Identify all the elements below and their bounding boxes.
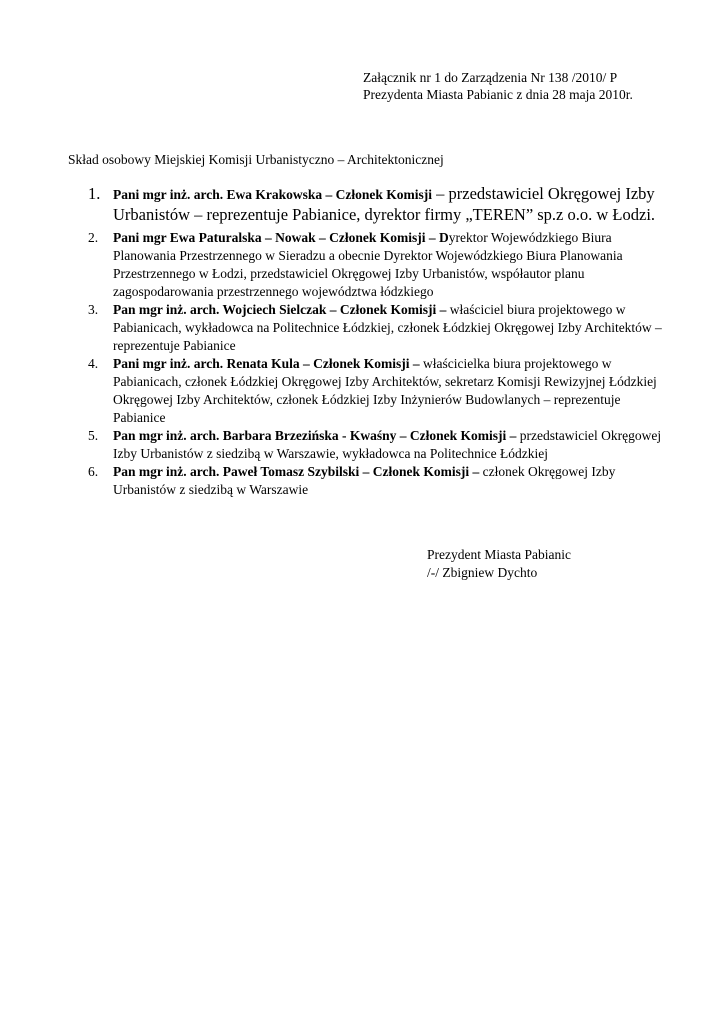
header-line-1: Załącznik nr 1 do Zarządzenia Nr 138 /2010/ P	[363, 70, 618, 85]
member-name: Pan mgr inż. arch. Wojciech Sielczak – Członek Komisji –	[113, 302, 447, 317]
member-number: 5.	[88, 428, 99, 443]
members-list	[84, 184, 662, 499]
member-name: Pani mgr Ewa Paturalska – Nowak – Członek Komisji – D	[113, 230, 449, 245]
member-number: 6.	[88, 464, 99, 479]
header-line-2: Prezydenta Miasta Pabianic z dnia 28 maja 2010r.	[363, 87, 633, 102]
member-number: 2.	[88, 230, 99, 245]
member-description: yrektor Wojewódzkiego Biura Planowania Przestrzennego w Sieradzu a obecnie Dyrektor Wojewódzkiego Biura Planowania Przestrzennego w Łodzi, przedstawiciel Okręgowej Izby Urbanistów, współautor planu zagospodarowania przestrzennego województwa łódzkiego	[113, 230, 623, 299]
member-description: właściciel biura projektowego w Pabianicach, wykładowca na Politechnice Łódzkiej, członek Łódzkiej Okręgowej Izby Architektów – reprezentuje Pabianice	[113, 302, 662, 353]
member-item	[84, 463, 662, 499]
signature-name: /-/ Zbigniew Dychto	[427, 565, 538, 580]
member-name: Pani mgr inż. arch. Renata Kula – Członek Komisji –	[113, 356, 420, 371]
member-description: członek Okręgowej Izby Urbanistów z siedzibą w Warszawie	[113, 464, 616, 497]
signature-title: Prezydent Miasta Pabianic	[427, 547, 571, 562]
signature-block	[427, 546, 571, 582]
member-item	[84, 301, 662, 355]
attachment-header	[363, 69, 633, 103]
member-item	[84, 355, 662, 427]
member-description: – przedstawiciel Okręgowej Izby Urbanistów – reprezentuje Pabianice, dyrektor firmy „TEREN” sp.z o.o. w Łodzi.	[113, 184, 656, 224]
member-item	[84, 229, 662, 301]
member-name: Pani mgr inż. arch. Ewa Krakowska – Członek Komisji	[113, 187, 433, 202]
committee-heading: Skład osobowy Miejskiej Komisji Urbanistyczno – Architektonicznej	[68, 152, 444, 167]
member-number: 1.	[88, 184, 101, 203]
member-description: przedstawiciel Okręgowej Izby Urbanistów z siedzibą w Warszawie, wykładowca na Politechnice Łódzkiej	[113, 428, 662, 461]
member-name: Pan mgr inż. arch. Paweł Tomasz Szybilski – Członek Komisji –	[113, 464, 480, 479]
member-name: Pan mgr inż. arch. Barbara Brzezińska - Kwaśny – Członek Komisji –	[113, 428, 517, 443]
member-number: 3.	[88, 302, 99, 317]
member-number: 4.	[88, 356, 99, 371]
member-item	[84, 427, 662, 463]
member-description: właścicielka biura projektowego w Pabianicach, członek Łódzkiej Okręgowej Izby Architektów, sekretarz Komisji Rewizyjnej Łódzkiej Okręgowej Izby Architektów, członek Łódzkiej Izby Inżynierów Budowlanych – reprezentuje Pabianice	[113, 356, 657, 425]
member-item	[84, 184, 662, 225]
